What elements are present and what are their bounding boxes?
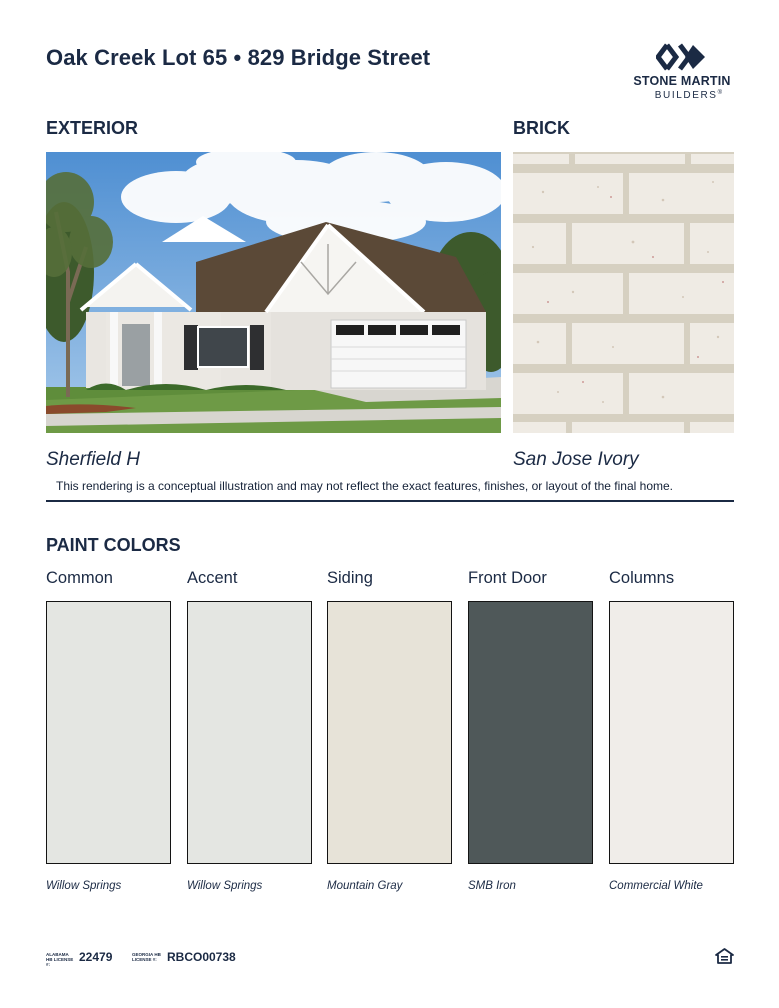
- builder-logo: [628, 42, 736, 104]
- logo-diamonds-icon: [656, 42, 708, 72]
- logo-line-1: STONE MARTIN: [633, 74, 731, 88]
- paint-swatch-columns: [609, 601, 734, 864]
- license-1-label: ALABAMA HB LICENSE #:: [46, 952, 74, 967]
- paint-swatch-common: [46, 601, 171, 864]
- disclaimer-text: This rendering is a conceptual illustration and may not reflect the exact features, finishes, or layout of the final home.: [56, 479, 673, 493]
- paint-name-accent: Willow Springs: [187, 880, 263, 892]
- paint-swatch-accent: [187, 601, 312, 864]
- house-illustration: [46, 152, 501, 433]
- paint-label-common: Common: [46, 569, 113, 587]
- brick-heading: BRICK: [513, 118, 570, 138]
- paint-label-columns: Columns: [609, 569, 675, 587]
- brick-name: San Jose Ivory: [513, 449, 639, 470]
- plan-name: Sherfield H: [46, 449, 140, 470]
- paint-colors-heading: PAINT COLORS: [46, 535, 181, 555]
- brick-swatch-image: [513, 152, 734, 433]
- paint-swatch-front-door: [468, 601, 593, 864]
- paint-name-front-door: SMB Iron: [468, 880, 516, 892]
- license-2-label: GEORGIA HB LICENSE #:: [132, 952, 161, 962]
- page-title: Oak Creek Lot 65 • 829 Bridge Street: [46, 45, 431, 70]
- section-divider: [46, 500, 734, 502]
- paint-name-columns: Commercial White: [609, 880, 703, 892]
- license-1-number: 22479: [79, 950, 113, 964]
- paint-swatch-siding: [327, 601, 452, 864]
- paint-label-front-door: Front Door: [468, 569, 547, 587]
- brick-pattern: [513, 152, 734, 433]
- exterior-heading: EXTERIOR: [46, 118, 139, 138]
- paint-name-siding: Mountain Gray: [327, 880, 403, 892]
- logo-line-2: BUILDERS®: [654, 90, 722, 101]
- paint-label-siding: Siding: [327, 569, 373, 587]
- license-row: [46, 950, 306, 966]
- equal-housing-icon: [715, 948, 734, 964]
- house-rendering-image: [46, 152, 501, 433]
- license-2-number: RBCO00738: [167, 950, 236, 964]
- paint-label-accent: Accent: [187, 569, 238, 587]
- paint-name-common: Willow Springs: [46, 880, 122, 892]
